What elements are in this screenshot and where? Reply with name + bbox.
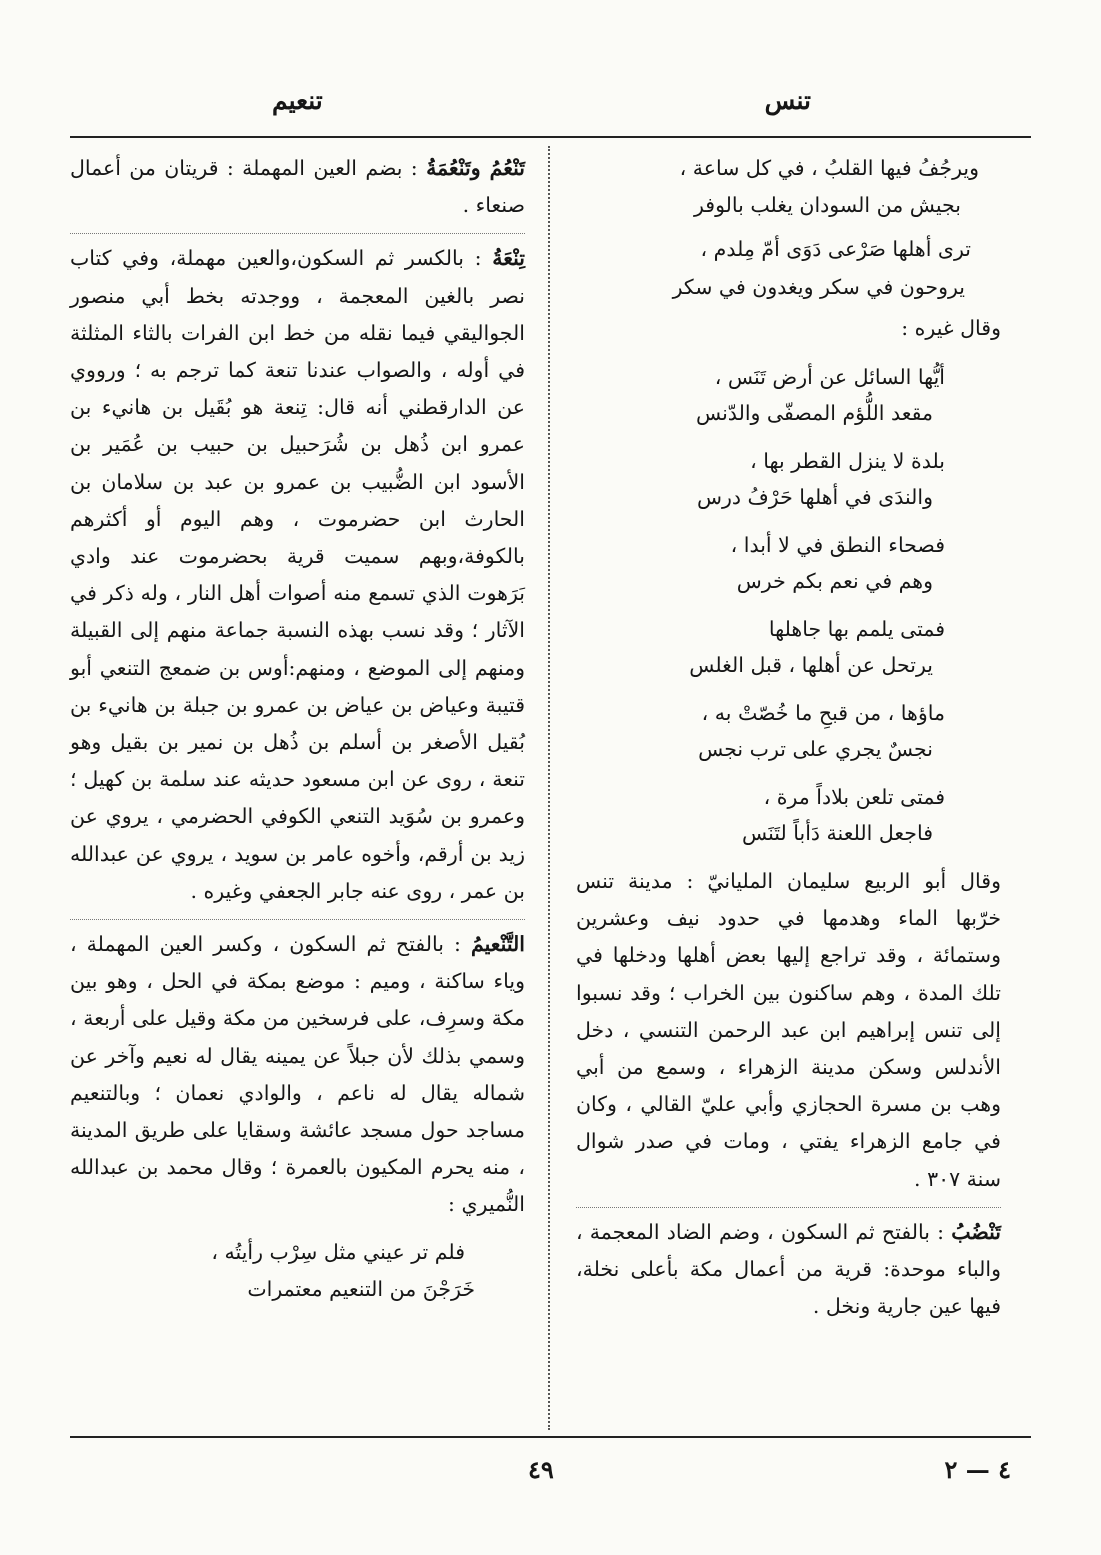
poem-couplet: [576, 611, 1001, 683]
verse-line: يروحون في سكر ويغدون في سكر: [672, 274, 965, 299]
entry-text: : بالفتح ثم السكون ، وكسر العين المهملة ، وياء ساكنة ، وميم : موضع بمكة في الحل ، وهو بين مكة وسرِف، على فرسخين من مكة وقيل على أربعة ، وسمي بذلك لأن جبلاً عن يمينه يقال له نعيم وآخر عن شماله يقال له ناعم ، والوادي نعمان ؛ وبالتنعيم مساجد حول مسجد عائشة وسقايا على طريق المدينة ، منه يحرم المكيون بالعمرة ؛ وقال محمد بن عبدالله النُّميري :: [70, 932, 525, 1217]
entry-text: : بالكسر ثم السكون،والعين مهملة، وفي كتاب نصر بالغين المعجمة ، ووجدته بخط أبي منصور الجواليقي فيما نقله من خط ابن الفرات بالثاء المثلثة في أوله ، والصواب عندنا تنعة كما ترجم به ؛ ورووي عن الدارقطني أنه قال: تِنعة هو بُقَيل بن هانيء بن عمرو ابن ذُهل بن شُرَحبيل بن حبيب بن عُمَير بن الأسود ابن الضُّبيب بن عمرو بن عبد بن سلامان بن الحارث ابن حضرموت ، وهم اليوم أو أكثرهم بالكوفة،وبهم سميت قرية بحضرموت عند وادي بَرَهوت الذي تسمع منه أصوات أهل النار ، وله ذكر في الآثار ؛ وقد نسب بهذه النسبة جماعة منهم إلى القبيلة ومنهم إلى الموضع ، ومنهم:أوس بن ضمعج التنعي أبو قتيبة وعياض بن عياض بن عمرو بن جبلة بن هانيء بن بُقيل الأصغر بن أسلم بن ذُهل بن نمير بن بقيل وهو تنعة ، روى عن ابن مسعود حديثه عند سلمة بن كهيل ؛ وعمرو بن سُوَيد التنعي الكوفي الحضرمي ، يروي عن زيد بن أرقم، وأخوه عامر بن سويد ، يروي عن عبدالله بن عمر ، روى عنه جابر الجعفي وغيره .: [70, 246, 525, 903]
poem-couplet: [576, 527, 1001, 599]
poem-couplet: [576, 695, 1001, 767]
entry-tanim: [70, 926, 525, 1224]
entry-tandub: [576, 1214, 1001, 1326]
entry-headword: تَنْضُبُ: [951, 1219, 1001, 1244]
entry-headword: التَّنْعيمُ: [470, 932, 525, 957]
hemistich: والندَى في أهلها حَرْفُ درس: [696, 485, 933, 510]
signature-mark: ٤ — ٢: [944, 1455, 1011, 1484]
verse-line: بجيش من السودان يغلب بالوفر: [693, 193, 961, 218]
entry-separator: [70, 919, 525, 920]
entry-separator: [70, 233, 525, 234]
entry-text: : بالفتح ثم السكون ، وضم الضاد المعجمة ، والباء موحدة: قرية من أعمال مكة بأعلى نخلة، فيها عين جارية ونخل .: [576, 1219, 1001, 1319]
hemistich: نجسٌ يجري على ترب نجس: [698, 737, 933, 762]
entry-headword: تَنْعُمُ وتَنْعُمَةُ: [426, 156, 525, 180]
poem-couplet: [576, 779, 1001, 851]
hemistich: ماؤها ، من قبحِ ما خُصّتْ به ،: [701, 701, 945, 726]
entry-tanum: [70, 150, 525, 224]
hemistich: فصحاء النطق في لا أبدا ،: [730, 533, 945, 558]
hemistich: فمتى تلعن بلاداً مرة ،: [763, 785, 945, 810]
right-column: [576, 150, 1001, 1325]
hemistich: بلدة لا ينزل القطر بها ،: [750, 449, 945, 474]
poem-couplet: [576, 443, 1001, 515]
paragraph-milyani: وقال أبو الربيع سليمان المليانيّ : مدينة تنس خرّبها الماء وهدمها في حدود نيف وعشرين وستمائة ، وقد تراجع إليها بعض أهلها ودخلها في تلك المدة ، وهم ساكنون بين الخراب ؛ وقد نسبوا إلى تنس إبراهيم ابن عبد الرحمن التنسي ، دخل الأندلس وسكن مدينة الزهراء ، وسمع من أبي وهب بن مسرة الحجازي وأبي عليّ القالي ، وكان في جامع الزهراء يفتي ، ومات في صدر شوال سنة ٣٠٧ .: [576, 869, 1001, 1191]
poem-couplet: [576, 359, 1001, 431]
left-column: [70, 150, 525, 1308]
poem-intro: وقال غيره :: [901, 315, 1001, 340]
verse-line: فلم تر عيني مثل سِرْب رأيتُه ،: [211, 1239, 465, 1264]
hemistich: فاجعل اللعنة دَأباً لتَنَس: [741, 821, 933, 846]
entry-tinah: [70, 240, 525, 910]
verse-line: خَرَجْنَ من التنعيم معتمرات: [247, 1276, 475, 1301]
page-number: ٤٩: [528, 1455, 554, 1484]
hemistich: أيُّها السائل عن أرض تَنَس ،: [714, 365, 945, 390]
running-header-left: تنعيم: [272, 86, 323, 115]
poem-block: [576, 359, 1001, 851]
hemistich: يرتحل عن أهلها ، قبل الغلس: [689, 653, 933, 678]
entry-separator: [576, 1207, 1001, 1208]
hemistich: مقعد اللُّؤم المصفّى والدّنس: [695, 401, 933, 426]
entry-text: : بضم العين المهملة : قريتان من أعمال صنعاء .: [70, 156, 525, 218]
running-header-right: تنس: [764, 86, 811, 115]
column-divider: [548, 146, 550, 1430]
verse-block: [70, 1234, 525, 1308]
hemistich: فمتى يلمم بها جاهلها: [768, 617, 945, 642]
verse-line: ترى أهلها صَرْعى دَوَى أمّ مِلدم ،: [700, 237, 971, 262]
verse-block: [576, 150, 1001, 306]
footer-rule: [70, 1436, 1031, 1438]
hemistich: وهم في نعم بكم خرس: [736, 569, 933, 594]
verse-line: ويرجُفُ فيها القلبُ ، في كل ساعة ،: [679, 156, 979, 180]
entry-headword: تِنْعَةُ: [492, 246, 525, 271]
header-rule: [70, 136, 1031, 138]
